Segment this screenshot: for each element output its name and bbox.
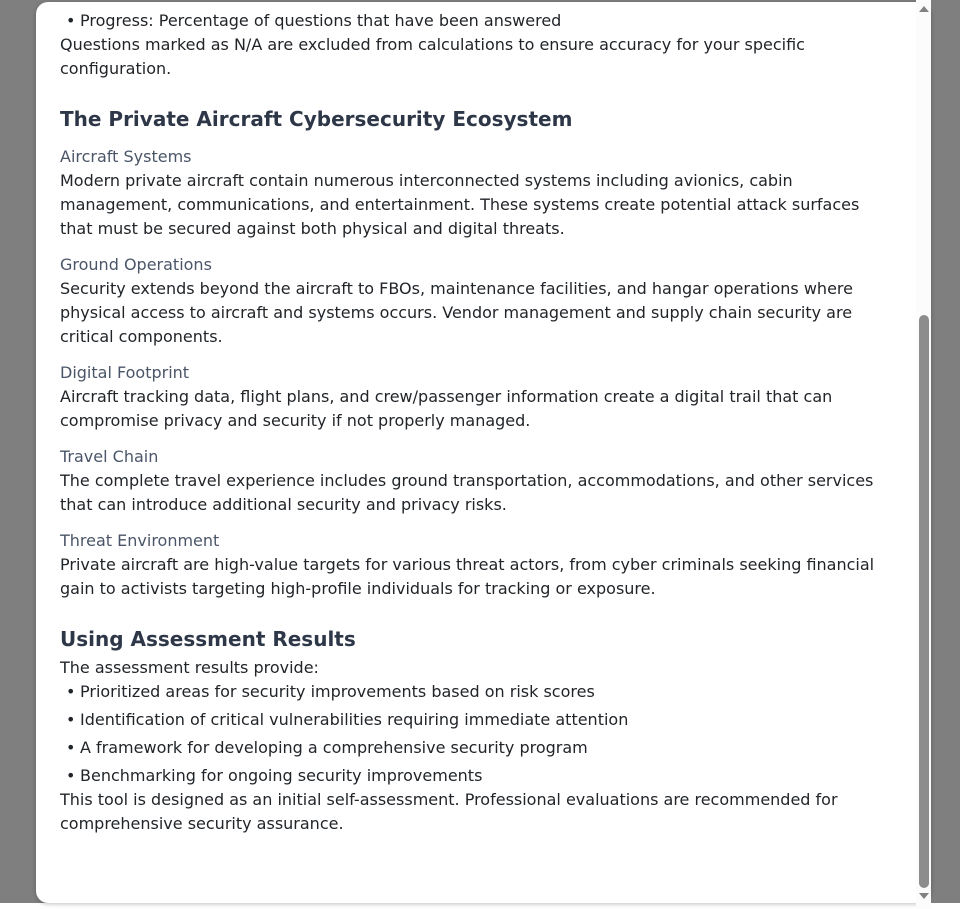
modal-content [36, 2, 931, 836]
section-heading-ecosystem: The Private Aircraft Cybersecurity Ecosystem [60, 107, 573, 131]
scrollbar-down-arrow-icon[interactable] [919, 893, 929, 899]
intro-paragraph: Questions marked as N/A are excluded from calculations to ensure accuracy for your specific configuration. [60, 35, 805, 78]
subsection-body-ground-operations: Security extends beyond the aircraft to FBOs, maintenance facilities, and hangar operations where physical access to aircraft and systems occurs. Vendor management and supply chain security are critical components. [60, 279, 853, 346]
list-item: • Benchmarking for ongoing security improvements [80, 764, 875, 788]
scrollbar-thumb[interactable] [919, 315, 929, 888]
subsection-title-threat-environment: Threat Environment [60, 531, 220, 550]
subsection-title-digital-footprint: Digital Footprint [60, 363, 190, 382]
list-item: • Progress: Percentage of questions that have been answered [80, 9, 875, 33]
results-list [60, 680, 875, 788]
list-item: • Prioritized areas for security improvements based on risk scores [80, 680, 875, 704]
vertical-scrollbar[interactable] [916, 0, 931, 909]
subsection-body-aircraft-systems: Modern private aircraft contain numerous interconnected systems including avionics, cabin management, communications, and entertainment. These systems create potential attack surfaces that must be secured against both physical and digital threats. [60, 171, 860, 238]
list-item: • Identification of critical vulnerabilities requiring immediate attention [80, 708, 875, 732]
results-lead: The assessment results provide: [60, 658, 319, 677]
subsection-title-ground-operations: Ground Operations [60, 255, 212, 274]
subsection-title-aircraft-systems: Aircraft Systems [60, 147, 192, 166]
scrollbar-up-arrow-icon[interactable] [919, 6, 929, 12]
subsection-body-threat-environment: Private aircraft are high-value targets for various threat actors, from cyber criminals seeking financial gain to activists targeting high-profile individuals for tracking or exposure. [60, 555, 875, 598]
section-heading-results: Using Assessment Results [60, 627, 356, 651]
info-modal [36, 2, 931, 903]
list-item: • A framework for developing a comprehensive security program [80, 736, 875, 760]
subsection-title-travel-chain: Travel Chain [60, 447, 159, 466]
results-footer: This tool is designed as an initial self-assessment. Professional evaluations are recommended for comprehensive security assurance. [60, 790, 838, 833]
metrics-list [60, 9, 875, 33]
subsection-body-travel-chain: The complete travel experience includes ground transportation, accommodations, and other services that can introduce additional security and privacy risks. [60, 471, 874, 514]
subsection-body-digital-footprint: Aircraft tracking data, flight plans, and crew/passenger information create a digital trail that can compromise privacy and security if not properly managed. [60, 387, 833, 430]
